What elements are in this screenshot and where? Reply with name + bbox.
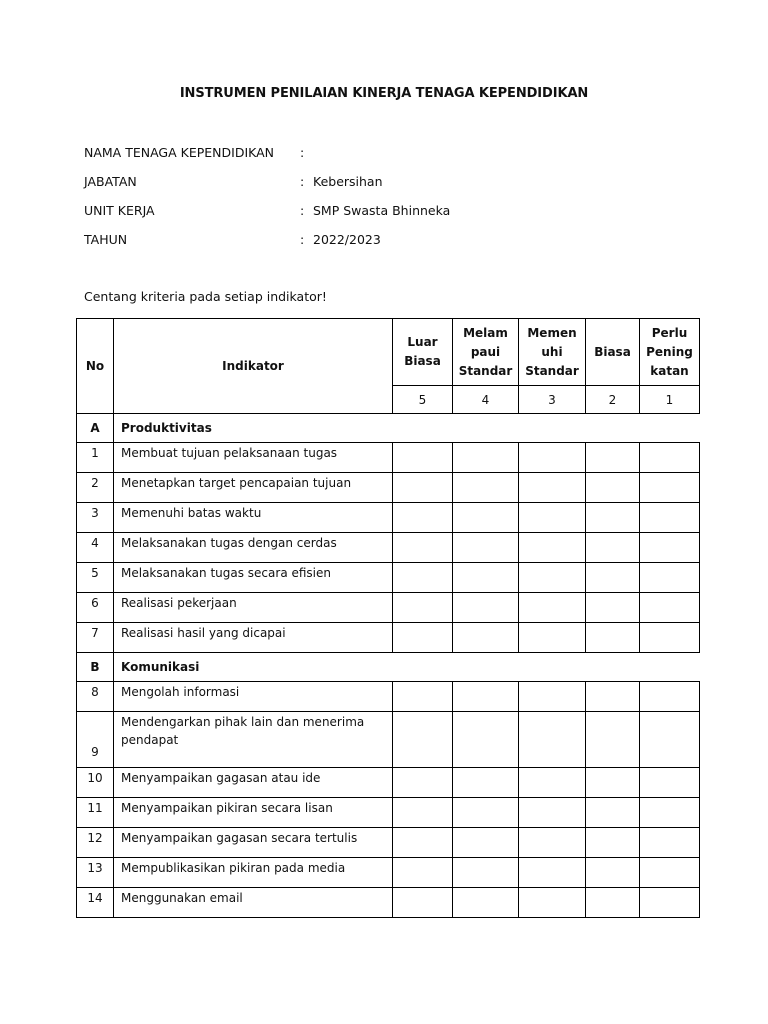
header-criteria-perlu-peningkatan	[640, 319, 700, 386]
item-indicator: Mengolah informasi	[114, 682, 393, 712]
check-cell[interactable]	[640, 533, 700, 563]
check-cell[interactable]	[393, 443, 453, 473]
score-cell: 4	[453, 386, 519, 414]
check-cell[interactable]	[393, 888, 453, 918]
check-cell[interactable]	[453, 712, 519, 768]
item-indicator: Melaksanakan tugas secara efisien	[114, 563, 393, 593]
section-code: B	[77, 653, 114, 682]
check-cell[interactable]	[519, 563, 586, 593]
check-cell[interactable]	[640, 623, 700, 653]
check-cell[interactable]	[586, 623, 640, 653]
item-indicator: Membuat tujuan pelaksanaan tugas	[114, 443, 393, 473]
check-cell[interactable]	[453, 888, 519, 918]
table-row	[77, 858, 700, 888]
check-cell[interactable]	[519, 682, 586, 712]
header-indikator: Indikator	[114, 319, 393, 414]
check-cell[interactable]	[453, 858, 519, 888]
check-cell[interactable]	[393, 473, 453, 503]
item-number: 12	[77, 828, 114, 858]
check-cell[interactable]	[519, 443, 586, 473]
info-colon: :	[300, 232, 305, 247]
info-label: JABATAN	[84, 174, 137, 189]
item-number: 5	[77, 563, 114, 593]
item-indicator: Realisasi pekerjaan	[114, 593, 393, 623]
header-line: Standar	[458, 363, 513, 378]
item-indicator: Memenuhi batas waktu	[114, 503, 393, 533]
check-cell[interactable]	[586, 443, 640, 473]
section-code: A	[77, 414, 114, 443]
check-cell[interactable]	[519, 593, 586, 623]
check-cell[interactable]	[586, 682, 640, 712]
table-row	[77, 533, 700, 563]
check-cell[interactable]	[586, 828, 640, 858]
item-indicator: Menetapkan target pencapaian tujuan	[114, 473, 393, 503]
item-number: 2	[77, 473, 114, 503]
check-cell[interactable]	[640, 712, 700, 768]
check-cell[interactable]	[453, 682, 519, 712]
check-cell[interactable]	[393, 593, 453, 623]
header-no: No	[77, 319, 114, 414]
check-cell[interactable]	[393, 533, 453, 563]
table-row	[77, 623, 700, 653]
item-indicator: Menyampaikan gagasan atau ide	[114, 768, 393, 798]
item-indicator: Menyampaikan pikiran secara lisan	[114, 798, 393, 828]
check-cell[interactable]	[519, 858, 586, 888]
item-number: 10	[77, 768, 114, 798]
assessment-table	[76, 318, 700, 918]
section-name: Komunikasi	[114, 653, 700, 682]
table-row	[77, 473, 700, 503]
check-cell[interactable]	[519, 768, 586, 798]
check-cell[interactable]	[586, 593, 640, 623]
item-number: 11	[77, 798, 114, 828]
check-cell[interactable]	[393, 828, 453, 858]
section-row	[77, 653, 700, 682]
check-cell[interactable]	[640, 768, 700, 798]
check-cell[interactable]	[586, 563, 640, 593]
check-cell[interactable]	[519, 473, 586, 503]
header-line: Melam	[463, 325, 508, 340]
check-cell[interactable]	[586, 888, 640, 918]
check-cell[interactable]	[453, 533, 519, 563]
check-cell[interactable]	[640, 503, 700, 533]
document-title: INSTRUMEN PENILAIAN KINERJA TENAGA KEPENDIDIKAN	[179, 86, 589, 101]
header-line: uhi	[541, 344, 563, 359]
header-line: Luar	[407, 335, 438, 349]
check-cell[interactable]	[453, 443, 519, 473]
section-row	[77, 414, 700, 443]
check-cell[interactable]	[453, 563, 519, 593]
table-row	[77, 712, 700, 768]
score-cell: 2	[586, 386, 640, 414]
check-cell[interactable]	[393, 712, 453, 768]
item-indicator: Mendengarkan pihak lain dan menerima pendapat	[114, 712, 393, 768]
item-number: 9	[77, 712, 114, 768]
table-row	[77, 503, 700, 533]
header-line: Memen	[527, 325, 577, 340]
item-number: 13	[77, 858, 114, 888]
item-indicator: Realisasi hasil yang dicapai	[114, 623, 393, 653]
info-label: UNIT KERJA	[84, 203, 155, 218]
table-row	[77, 593, 700, 623]
info-value: 2022/2023	[313, 232, 381, 247]
item-number: 7	[77, 623, 114, 653]
check-cell[interactable]	[519, 888, 586, 918]
info-value: Kebersihan	[313, 174, 383, 189]
table-row	[77, 768, 700, 798]
check-cell[interactable]	[519, 503, 586, 533]
item-indicator: Menggunakan email	[114, 888, 393, 918]
check-cell[interactable]	[640, 443, 700, 473]
check-cell[interactable]	[586, 858, 640, 888]
item-indicator: Menyampaikan gagasan secara tertulis	[114, 828, 393, 858]
header-line: Pening	[646, 344, 693, 359]
check-cell[interactable]	[640, 858, 700, 888]
check-cell[interactable]	[519, 798, 586, 828]
table-row	[77, 682, 700, 712]
header-line: Standar	[525, 363, 579, 378]
check-cell[interactable]	[586, 473, 640, 503]
header-line: paui	[470, 344, 501, 359]
header-line: Perlu	[651, 325, 688, 340]
header-criteria-memenuhi-standar	[519, 319, 586, 386]
check-cell[interactable]	[393, 682, 453, 712]
check-cell[interactable]	[640, 563, 700, 593]
score-cell: 5	[393, 386, 453, 414]
item-number: 3	[77, 503, 114, 533]
item-number: 14	[77, 888, 114, 918]
check-cell[interactable]	[393, 503, 453, 533]
header-line: Biasa	[404, 354, 441, 368]
score-cell: 1	[640, 386, 700, 414]
table-row	[77, 828, 700, 858]
header-criteria-biasa	[586, 319, 640, 386]
info-label: NAMA TENAGA KEPENDIDIKAN	[84, 145, 275, 160]
check-cell[interactable]	[586, 712, 640, 768]
check-cell[interactable]	[640, 682, 700, 712]
check-cell[interactable]	[586, 768, 640, 798]
info-label: TAHUN	[84, 232, 128, 247]
info-colon: :	[300, 203, 305, 218]
check-cell[interactable]	[519, 533, 586, 563]
check-cell[interactable]	[453, 828, 519, 858]
info-colon: :	[300, 145, 305, 160]
score-cell: 3	[519, 386, 586, 414]
check-cell[interactable]	[453, 473, 519, 503]
item-number: 8	[77, 682, 114, 712]
item-number: 4	[77, 533, 114, 563]
check-cell[interactable]	[453, 768, 519, 798]
item-number: 1	[77, 443, 114, 473]
item-indicator: Melaksanakan tugas dengan cerdas	[114, 533, 393, 563]
table-row	[77, 798, 700, 828]
check-cell[interactable]	[586, 533, 640, 563]
check-cell[interactable]	[586, 798, 640, 828]
header-line: katan	[650, 363, 689, 378]
check-cell[interactable]	[586, 503, 640, 533]
table-row	[77, 443, 700, 473]
check-cell[interactable]	[453, 593, 519, 623]
check-cell[interactable]	[519, 828, 586, 858]
check-cell[interactable]	[519, 623, 586, 653]
table-header-row	[77, 319, 700, 386]
check-cell[interactable]	[640, 828, 700, 858]
section-name: Produktivitas	[114, 414, 700, 443]
instruction-text: Centang kriteria pada setiap indikator!	[84, 289, 327, 304]
check-cell[interactable]	[640, 888, 700, 918]
check-cell[interactable]	[393, 858, 453, 888]
header-criteria-melampaui-standar	[453, 319, 519, 386]
check-cell[interactable]	[640, 593, 700, 623]
check-cell[interactable]	[453, 798, 519, 828]
info-colon: :	[300, 174, 305, 189]
check-cell[interactable]	[453, 623, 519, 653]
check-cell[interactable]	[640, 473, 700, 503]
check-cell[interactable]	[393, 798, 453, 828]
item-indicator: Mempublikasikan pikiran pada media	[114, 858, 393, 888]
check-cell[interactable]	[393, 623, 453, 653]
check-cell[interactable]	[393, 768, 453, 798]
check-cell[interactable]	[519, 712, 586, 768]
info-value: SMP Swasta Bhinneka	[313, 203, 451, 218]
header-criteria-luar-biasa	[393, 319, 453, 386]
table-row	[77, 563, 700, 593]
check-cell[interactable]	[640, 798, 700, 828]
item-number: 6	[77, 593, 114, 623]
table-row	[77, 888, 700, 918]
check-cell[interactable]	[453, 503, 519, 533]
header-line: Biasa	[594, 344, 631, 359]
check-cell[interactable]	[393, 563, 453, 593]
